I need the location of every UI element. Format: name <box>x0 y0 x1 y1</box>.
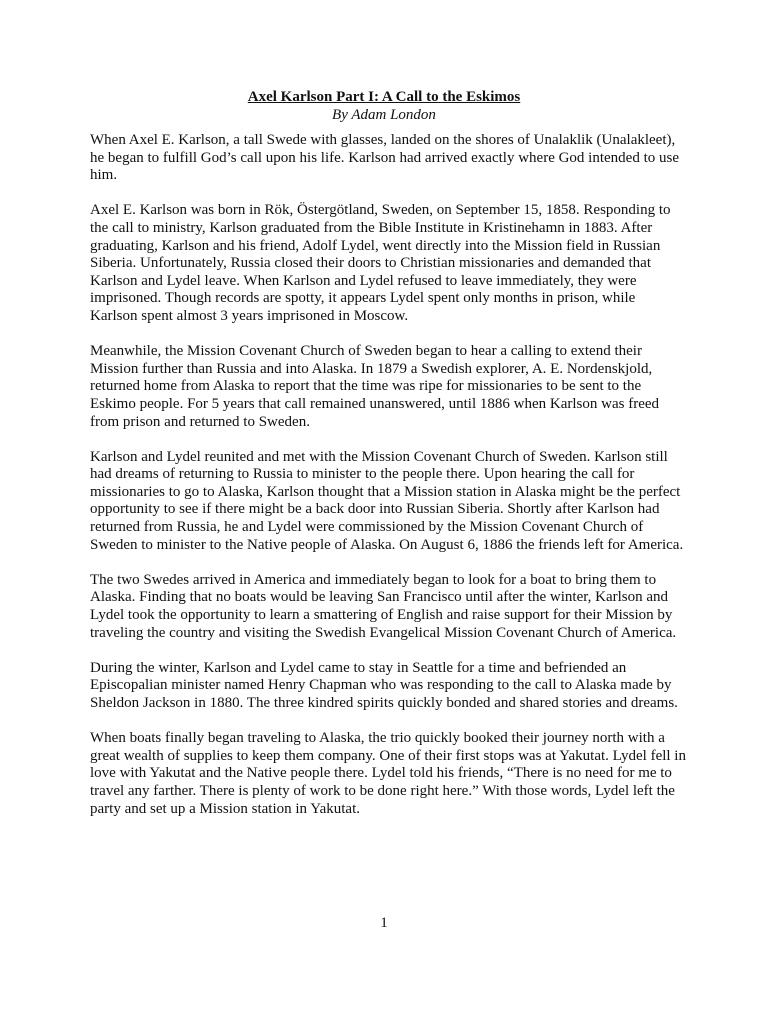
paragraph-4: Karlson and Lydel reunited and met with the Mission Covenant Church of Sweden. Karlson still had dreams of returning to Russia to minister to the people there. Upon hearing the call for missionaries to go to Alaska, Karlson thought that a Mission station in Alaska might be the perfect opportunity to see if there might be a back door into Russian Siberia. Shortly after Karlson had returned from Russia, he and Lydel were commissioned by the Mission Covenant Church of Sweden to minister to the Native people of Alaska. On August 6, 1886 the friends left for America. <box>90 448 684 553</box>
paragraph-5: The two Swedes arrived in America and immediately began to look for a boat to bring them to Alaska. Finding that no boats would be leaving San Francisco until after the winter, Karlson and Lydel took the opportunity to learn a smattering of English and raise support for their Mission by traveling the country and visiting the Swedish Evangelical Mission Covenant Church of America. <box>90 571 677 641</box>
document-body <box>90 132 686 836</box>
document-header <box>0 88 768 124</box>
page-number: 1 <box>380 915 388 931</box>
paragraph-1: When Axel E. Karlson, a tall Swede with glasses, landed on the shores of Unalaklik (Unalakleet), he began to fulfill God’s call upon his life. Karlson had arrived exactly where God intended to use him. <box>90 132 679 184</box>
paragraph-3: Meanwhile, the Mission Covenant Church of Sweden began to hear a calling to extend their Mission further than Russia and into Alaska. In 1879 a Swedish explorer, A. E. Nordenskjold, returned home from Alaska to report that the time was ripe for missionaries to be sent to the Eskimo people. For 5 years that call remained unanswered, until 1886 when Karlson was freed from prison and returned to Sweden. <box>90 343 660 430</box>
paragraph-7: When boats finally began traveling to Alaska, the trio quickly booked their journey north with a great wealth of supplies to keep them company. One of their first stops was at Yakutat. Lydel fell in love with Yakutat and the Native people there. Lydel told his friends, “There is no need for me to travel any farther. There is plenty of work to be done right here.” With those words, Lydel left the party and set up a Mission station in Yakutat. <box>90 730 686 817</box>
paragraph-6: During the winter, Karlson and Lydel came to stay in Seattle for a time and befriended an Episcopalian minister named Henry Chapman who was responding to the call to Alaska made by Sheldon Jackson in 1880. The three kindred spirits quickly bonded and shared stories and dreams. <box>90 659 678 711</box>
document-title: Axel Karlson Part I: A Call to the Eskimos <box>247 89 521 105</box>
document-byline: By Adam London <box>332 107 436 123</box>
paragraph-2: Axel E. Karlson was born in Rök, Östergötland, Sweden, on September 15, 1858. Responding to the call to ministry, Karlson graduated from the Bible Institute in Kristinehamn in 1883. After graduating, Karlson and his friend, Adolf Lydel, went directly into the Mission field in Russian Siberia. Unfortunately, Russia closed their doors to Christian missionaries and demanded that Karlson and Lydel leave. When Karlson and Lydel refused to leave immediately, they were imprisoned. Though records are spotty, it appears Lydel spent only months in prison, while Karlson spent almost 3 years imprisoned in Moscow. <box>90 202 671 324</box>
